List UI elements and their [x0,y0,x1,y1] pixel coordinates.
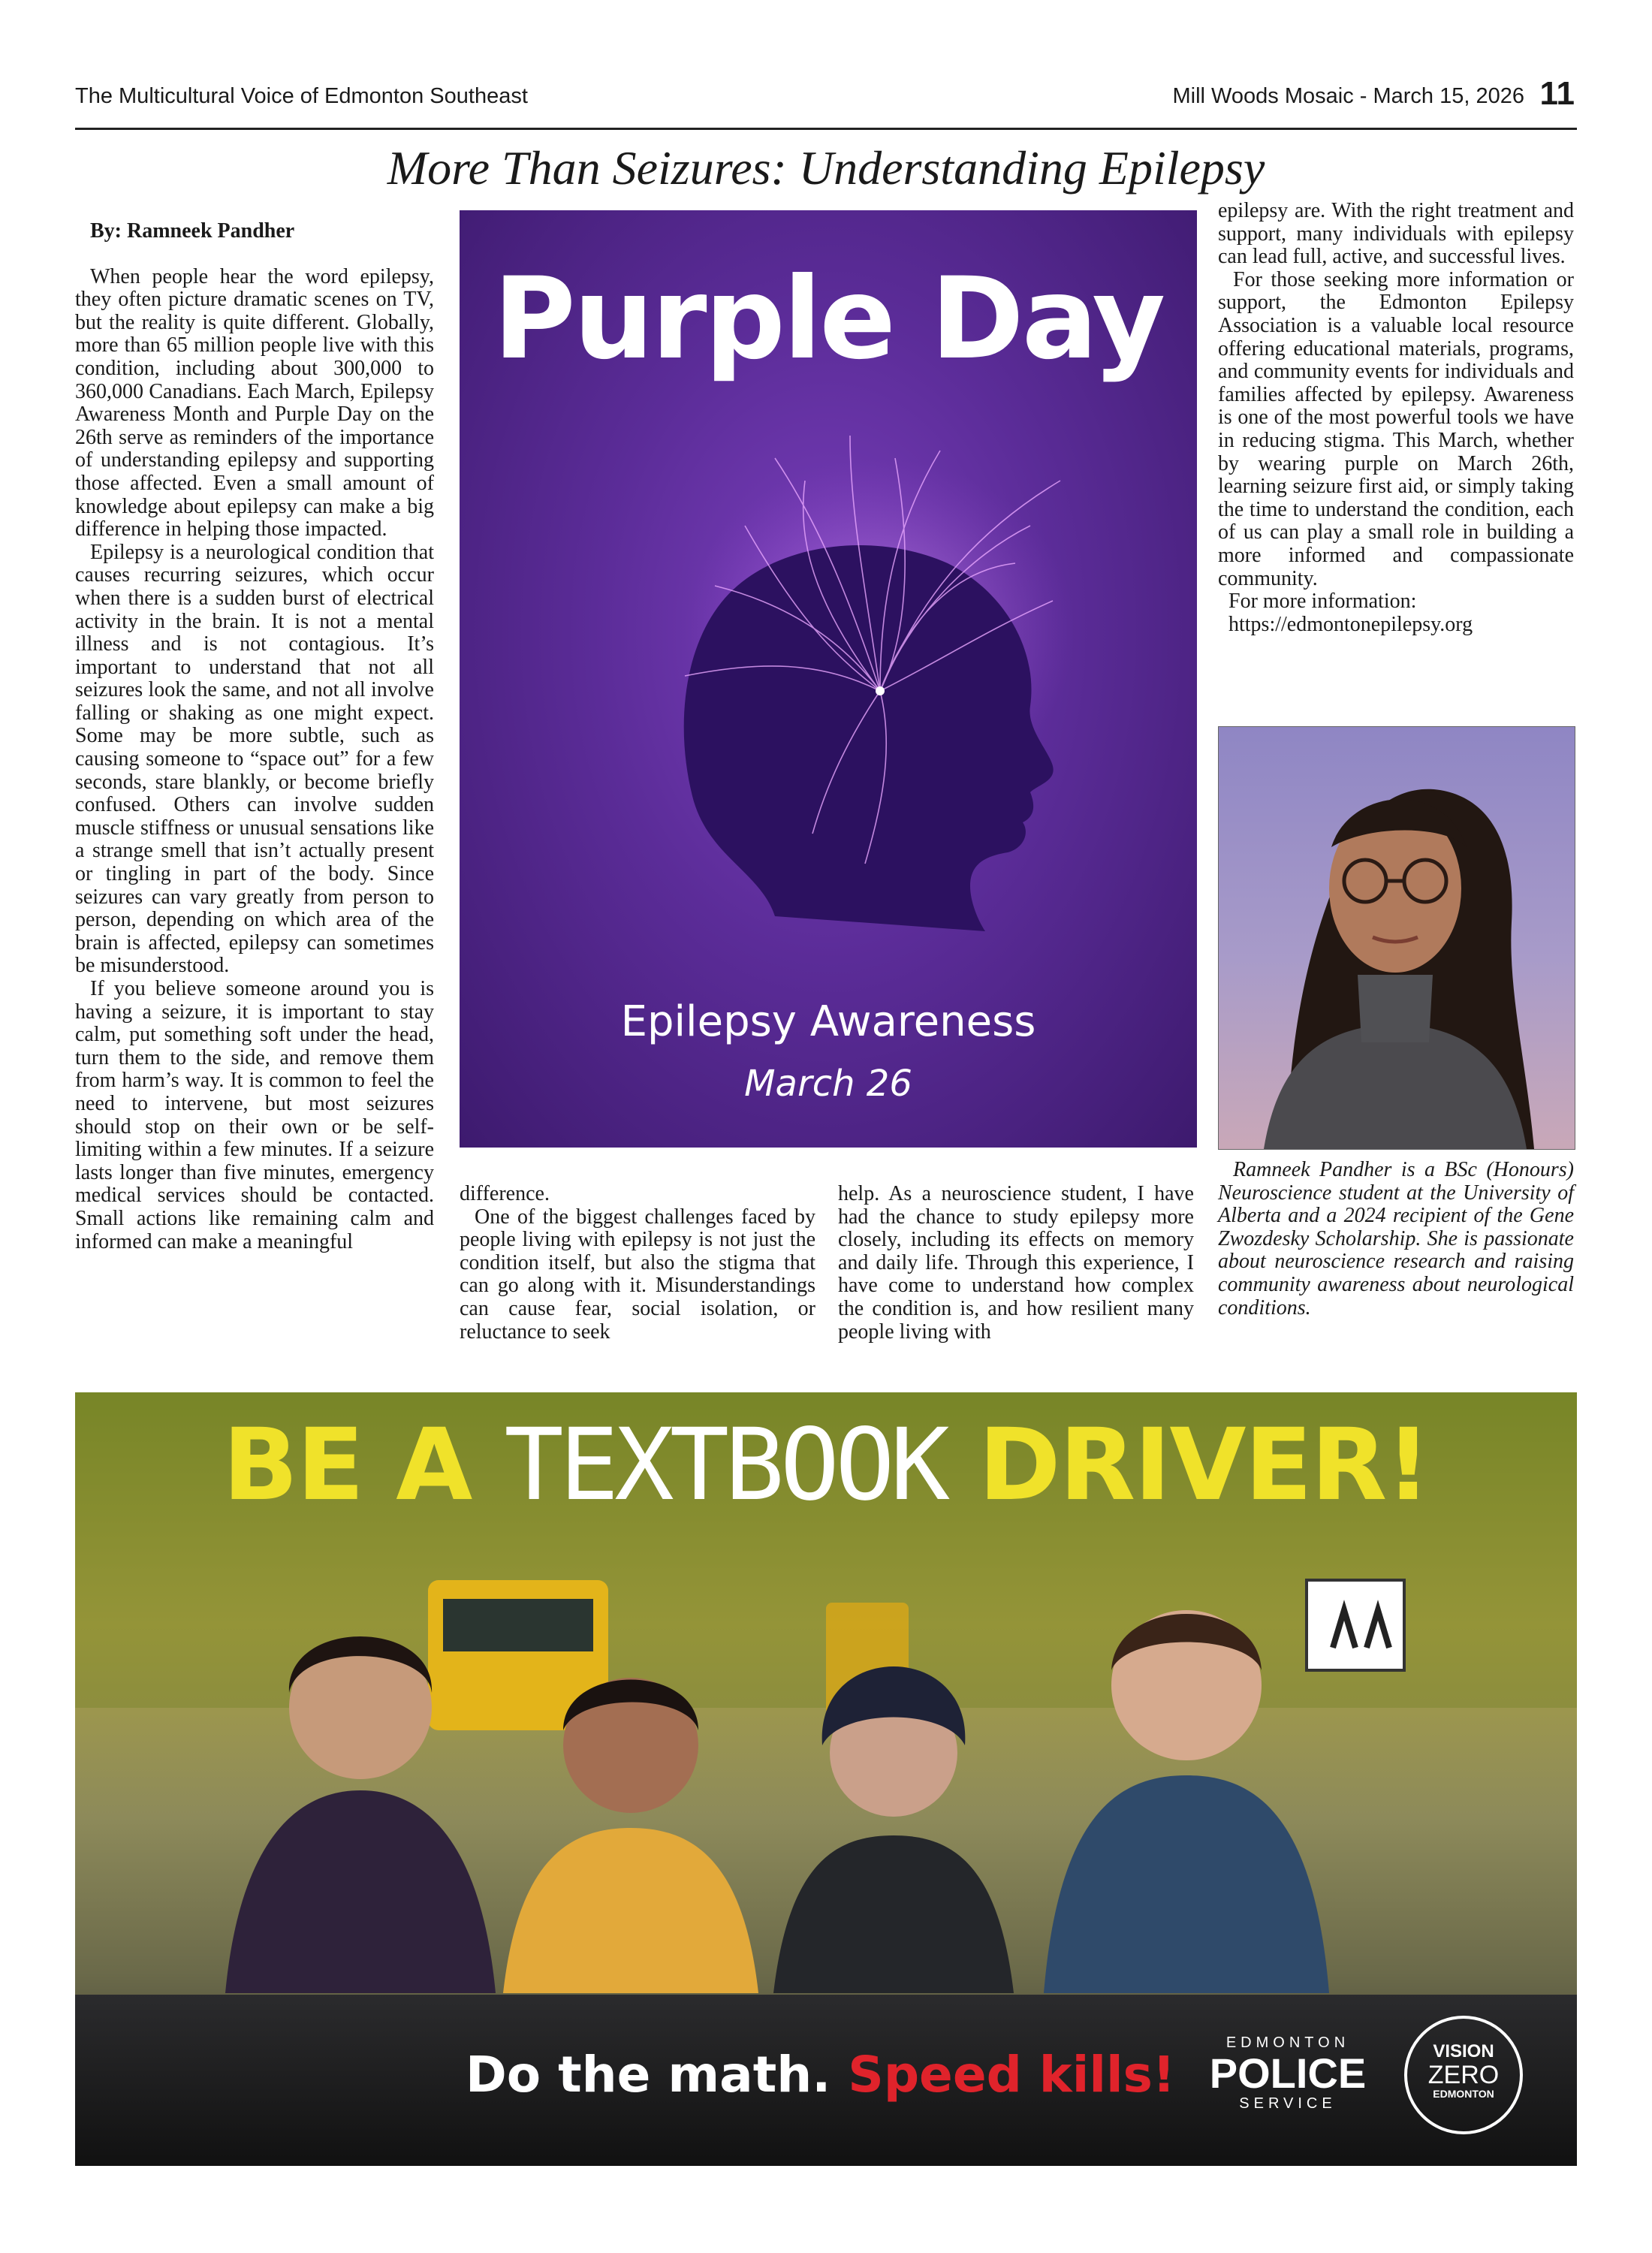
vision-zero-line1: VISION [1433,2041,1494,2061]
ad-slogan-speed-kills: Speed kills! [848,2046,1175,2104]
ad-slogan [466,2046,1175,2104]
police-logo-line3: SERVICE [1239,2095,1337,2112]
more-info-url: https://edmontonepilepsy.org [1228,612,1473,636]
article-column-4 [1218,200,1574,636]
paragraph: difference. [460,1182,550,1205]
article-column-1 [75,220,434,1253]
purple-day-poster [460,210,1197,1148]
author-bio [1218,1159,1574,1320]
bio-text: Ramneek Pandher is a BSc (Honours) Neuroscience student at the University of Alberta and a 2024 recipient of the Gene Zwozdesky Scholarship. She is passionate about neuroscience research and raising community awareness about neurological conditions. [1218,1158,1574,1320]
police-logo-line2: POLICE [1209,2049,1367,2097]
poster-date: March 26 [744,1063,912,1105]
header-rule [75,128,1577,130]
paragraph: If you believe someone around you is having a seizure, it is important to stay calm, put something soft under the head, turn them to the side, and remove them from harm’s way. It is common to feel the need to intervene, but most seizures should stop on their own or be self-limiting within a few minutes. If a seizure lasts longer than five minutes, emergency medical services should be contacted. Small actions like remaining calm and informed can make a meaningful [75,977,434,1253]
ad-headline-textbook: TEXTBOOK [504,1407,946,1523]
paragraph: help. As a neuroscience student, I have had the chance to study epilepsy more closely, including its effects on memory and daily life. Through this experience, I have come to understand how complex the condition is, and how resilient many people living with [838,1182,1194,1344]
paragraph: When people hear the word epilepsy, they often picture dramatic scenes on TV, but the reality is quite different. Globally, more than 65 million people live with this condition, including about 300,000 to 360,000 Canadians. Each March, Epilepsy Awareness Month and Purple Day on the 26th serve as reminders of the importance of understanding epilepsy and supporting those affected. Even a small amount of knowledge about epilepsy can make a big difference in helping those impacted. [75,264,434,541]
article-column-2 [460,1183,815,1344]
police-logo-line1: EDMONTON [1225,2034,1350,2051]
byline: By: Ramneek Pandher [90,219,295,243]
ad-headline-part3: DRIVER! [945,1407,1430,1523]
article-column-3 [838,1183,1194,1344]
edmonton-police-logo [1186,2034,1389,2113]
poster-subtitle: Epilepsy Awareness [620,997,1036,1046]
paragraph: One of the biggest challenges faced by people living with epilepsy is not just the condition itself, but also the stigma that can go along with it. Misunderstandings can cause fear, social isolation, or reluctance to seek [460,1205,815,1344]
poster-title: Purple Day [493,254,1164,385]
ad-headline-part1: BE A [222,1407,505,1523]
ad-headline [75,1407,1577,1523]
vision-zero-line2: ZERO [1427,2061,1500,2089]
header-issue-date: Mill Woods Mosaic - March 15, 2026 [1172,84,1524,108]
more-info-label: For more information: [1228,590,1417,614]
police-advertisement [75,1392,1577,2166]
paragraph: epilepsy are. With the right treatment and support, many individuals with epilepsy can lead full, active, and successful lives. [1218,199,1574,269]
article-headline: More Than Seizures: Understanding Epilepsy [387,141,1265,195]
author-portrait-illustration [1219,727,1575,1149]
header-publication: The Multicultural Voice of Edmonton Southeast [75,84,528,108]
author-photo [1218,726,1575,1150]
ad-slogan-part1: Do the math. [466,2046,849,2104]
vision-zero-line3: EDMONTON [1433,2088,1494,2100]
paragraph: For those seeking more information or support, the Edmonton Epilepsy Association is a valuable local resource offering educational materials, programs, and community events for individuals and families affected by epilepsy. Awareness is one of the most powerful tools we have in reducing stigma. This March, whether by wearing purple on March 26th, learning seizure first aid, or simply taking the time to understand the condition, each of us can play a small role in building a more informed and compassionate community. [1218,267,1574,590]
vision-zero-logo [1404,2016,1523,2134]
page-number: 11 [1539,75,1575,112]
paragraph: Epilepsy is a neurological condition that causes recurring seizures, which occur when there is a sudden burst of electrical activity in the brain. It is not a mental illness and is not contagious. It’s important to understand that not all seizures look the same, and not all involve falling or shaking as one might expect. Some may be more subtle, such as causing someone to “space out” for a few seconds, stare blankly, or become briefly confused. Others can involve sudden muscle stiffness or unusual sensations like a strange smell that isn’t actually present or tingling in part of the body. Since seizures can vary greatly from person to person, depending on which area of the brain is affected, epilepsy can sometimes be misunderstood. [75,540,434,978]
